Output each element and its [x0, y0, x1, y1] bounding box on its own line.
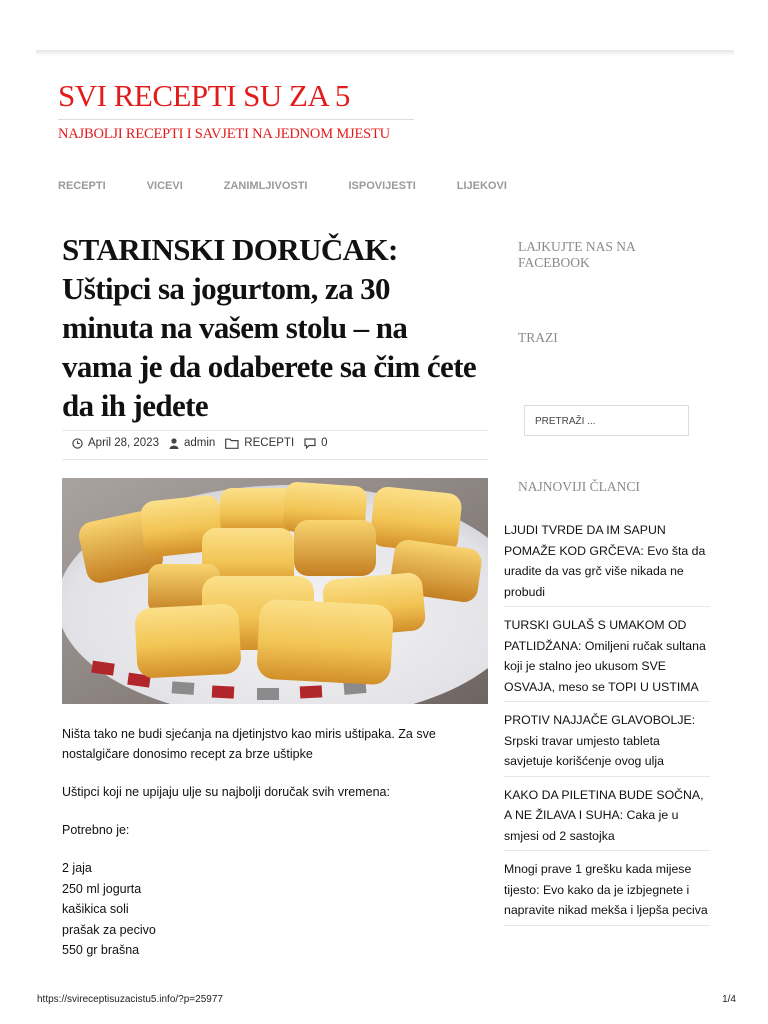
site-tagline: NAJBOLJI RECEPTI I SAVJETI NA JEDNOM MJESTU [58, 126, 390, 142]
ingredients-label: Potrebno je: [62, 823, 130, 837]
print-url: https://svireceptisuzacistu5.info/?p=25977 [37, 994, 223, 1005]
ingredient-item: prašak za pecivo [62, 922, 156, 937]
ingredient-item: 550 gr brašna [62, 943, 140, 957]
meta-comments-count[interactable]: 0 [321, 437, 328, 449]
nav-item-vicevi[interactable]: VICEVI [146, 180, 183, 192]
user-icon [169, 438, 179, 449]
latest-articles-list [504, 518, 710, 932]
latest-article-link[interactable]: KAKO DA PILETINA BUDE SOČNA, A NE ŽILAVA I SUHA: Caka je u smjesi od 2 sastojka [504, 783, 710, 852]
folder-icon [225, 438, 239, 449]
ustipci-photo [62, 478, 488, 704]
comment-icon [304, 438, 316, 449]
meta-author-text[interactable]: admin [183, 437, 216, 449]
article-intro: Ništa tako ne budi sjećanja na djetinjstvo kao miris uštipaka. Za sve nostalgičare donosimo recept za brze uštipke [62, 727, 436, 761]
latest-article-link[interactable]: Mnogi prave 1 grešku kada mijese tijesto: Evo kako da je izbjegnete i napravite nikad mekša i ljepša peciva [504, 857, 710, 926]
sidebar-facebook-heading: LAJKUJTE NAS NA FACEBOOK [518, 239, 636, 270]
page-top-shadow [36, 50, 734, 56]
nav-item-ispovijesti[interactable]: ISPOVIJESTI [348, 180, 416, 192]
nav-item-zanimljivosti[interactable]: ZANIMLJIVOSTI [223, 180, 308, 192]
print-page-number: 1/4 [722, 994, 736, 1005]
latest-article-link[interactable]: PROTIV NAJJAČE GLAVOBOLJE: Srpski travar umjesto tableta savjetuje korišćenje ovog ulja [504, 708, 710, 777]
ingredient-item: 250 ml jogurta [62, 881, 142, 896]
meta-author[interactable] [169, 437, 215, 449]
clock-icon [72, 438, 83, 449]
article-body [62, 724, 488, 961]
article-meta [72, 437, 338, 449]
nav-item-recepti[interactable]: RECEPTI [58, 180, 106, 192]
latest-article-link[interactable]: LJUDI TVRDE DA IM SAPUN POMAŽE KOD GRČEVA: Evo šta da uradite da vas grč više nikada ne probudi [504, 518, 710, 607]
article-title: STARINSKI DORUČAK: Uštipci sa jogurtom, za 30 minuta na vašem stolu – na vama je da odaberete sa čim ćete da ih jedete [62, 232, 477, 423]
article-featured-image [62, 478, 488, 704]
article-subtitle: Uštipci koji ne upijaju ulje su najbolji doručak svih vremena: [62, 785, 390, 799]
search-input[interactable]: PRETRAŽI ... [524, 405, 689, 436]
sidebar-search-heading: TRAZI [518, 330, 558, 345]
ingredient-item: 2 jaja [62, 861, 92, 875]
meta-category[interactable] [225, 437, 294, 449]
ingredient-item: kašikica soli [62, 902, 129, 916]
meta-divider-top [62, 430, 488, 431]
meta-date-text: April 28, 2023 [88, 437, 159, 449]
sidebar-latest-heading: NAJNOVIJI ČLANCI [518, 479, 640, 494]
title-divider [58, 119, 414, 120]
main-nav [58, 180, 548, 192]
latest-article-link[interactable]: TURSKI GULAŠ S UMAKOM OD PATLIDŽANA: Omiljeni ručak sultana koji je stalno jeo ukusom SVE OSVAJA, meso se TOPI U USTIMA [504, 613, 710, 702]
meta-comments[interactable] [304, 437, 327, 449]
meta-category-text[interactable]: RECEPTI [244, 437, 295, 449]
nav-item-lijekovi[interactable]: LIJEKOVI [456, 180, 507, 192]
meta-divider-bottom [62, 459, 488, 460]
ingredients-list [62, 858, 488, 961]
meta-date [72, 437, 159, 449]
site-title[interactable]: SVI RECEPTI SU ZA 5 [58, 78, 350, 113]
